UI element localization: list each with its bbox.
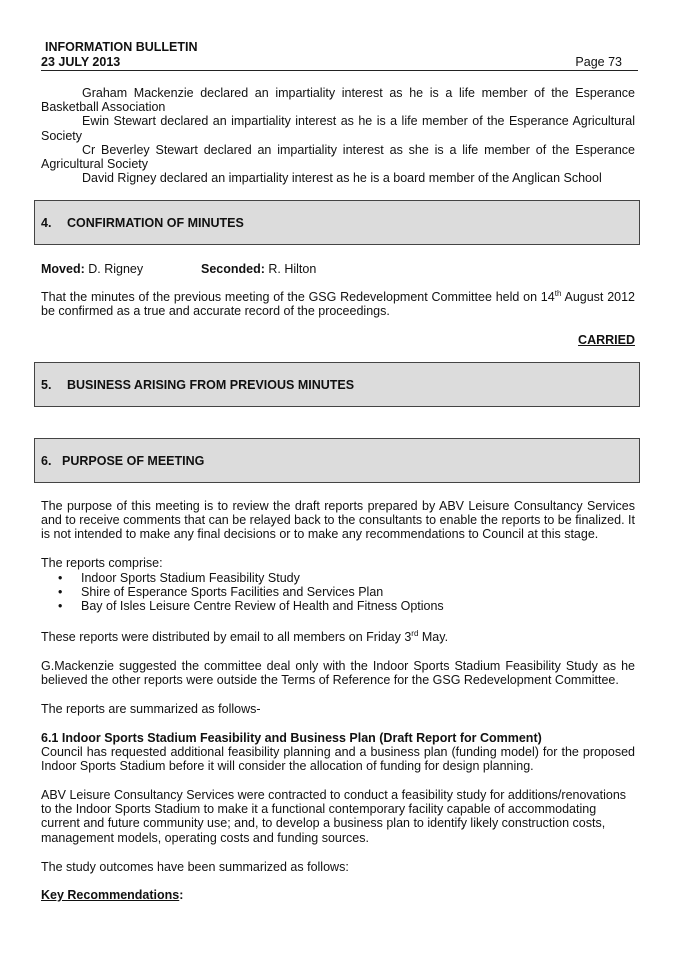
section-6-1-paragraph-3: The study outcomes have been summarized as follows: xyxy=(41,860,349,874)
seconded-value: R. Hilton xyxy=(264,262,317,276)
section-4-heading-box xyxy=(34,200,640,245)
declaration-item: Cr Beverley Stewart declared an impartiality interest as she is a life member of the Esperance Agricultural Society xyxy=(41,142,635,172)
distribution-part: These reports were distributed by email to all members on Friday 3 xyxy=(41,630,412,644)
key-recommendations-heading xyxy=(41,888,635,902)
carried-label: CARRIED xyxy=(578,333,635,347)
section-number: 4. xyxy=(41,216,52,230)
bulletin-title: INFORMATION BULLETIN xyxy=(45,40,198,54)
declaration-item: Ewin Stewart declared an impartiality interest as he is a life member of the Esperance Agricultural Society xyxy=(41,114,635,143)
report-name: Indoor Sports Stadium Feasibility Study xyxy=(81,571,300,585)
resolution-part: That the minutes of the previous meeting of the GSG Redevelopment Committee held on 14 xyxy=(41,290,555,304)
section-number: 5. xyxy=(41,378,52,392)
list-item xyxy=(41,599,635,613)
bullet-icon: • xyxy=(58,571,63,585)
section-5-heading xyxy=(41,378,354,392)
section-number: 6. xyxy=(41,454,52,468)
list-item xyxy=(41,585,635,599)
header-divider xyxy=(41,70,638,71)
resolution-superscript: th xyxy=(554,288,562,298)
summary-intro: The reports are summarized as follows- xyxy=(41,702,261,716)
mackenzie-suggestion: G.Mackenzie suggested the committee deal only with the Indoor Sports Stadium Feasibility Study as he believed the other reports were outside the Terms of Reference for the GSG Redevelopment Committee. xyxy=(41,659,635,688)
section-title: BUSINESS ARISING FROM PREVIOUS MINUTES xyxy=(67,378,355,392)
bullet-icon: • xyxy=(58,599,63,614)
seconded-label: Seconded: xyxy=(201,262,265,276)
declaration-item: Graham Mackenzie declared an impartiality interest as he is a life member of the Esperance Basketball Association xyxy=(41,86,635,115)
distribution-superscript: rd xyxy=(411,628,419,638)
reports-list xyxy=(41,571,635,614)
motion-line xyxy=(41,262,635,276)
reports-intro: The reports comprise: xyxy=(41,556,163,570)
moved-value: D. Rigney xyxy=(84,262,144,276)
purpose-paragraph: The purpose of this meeting is to review the draft reports prepared by ABV Leisure Consultancy Services and to receive comments that can be relayed back to the consultants to enable the reports to be finalized. It is not intended to make any final decisions or to make any recommendations to Council at this stage. xyxy=(41,499,635,542)
report-name: Bay of Isles Leisure Centre Review of Health and Fitness Options xyxy=(81,599,444,614)
section-6-1-paragraph-2: ABV Leisure Consultancy Services were contracted to conduct a feasibility study for additions/renovations to the Indoor Sports Stadium to make it a functional contemporary facility capable of accommodating current and future community use; and, to develop a business plan to identify likely construction costs, management models, operating costs and funding sources. xyxy=(41,788,627,845)
section-title: CONFIRMATION OF MINUTES xyxy=(67,216,244,230)
section-6-heading-box xyxy=(34,438,640,483)
section-6-1-paragraph-1: Council has requested additional feasibility planning and a business plan (funding model) for the proposed Indoor Sports Stadium before it will consider the allocation of funding for design planning. xyxy=(41,745,635,774)
section-6-heading xyxy=(41,454,204,468)
bulletin-date: 23 JULY 2013 xyxy=(41,55,121,69)
key-recommendations-label: Key Recommendations xyxy=(41,888,180,902)
declarations-block xyxy=(41,86,635,185)
key-recommendations-colon: : xyxy=(179,888,184,902)
report-name: Shire of Esperance Sports Facilities and Services Plan xyxy=(81,585,384,600)
declaration-item: David Rigney declared an impartiality interest as he is a board member of the Anglican School xyxy=(82,171,602,186)
list-item xyxy=(41,571,635,585)
resolution-part: August 2012 be confirmed as a true and accurate record of the proceedings. xyxy=(41,290,635,319)
page-number: Page 73 xyxy=(575,55,622,69)
distribution-part: May. xyxy=(418,630,449,644)
distribution-note xyxy=(41,630,635,644)
section-title: PURPOSE OF MEETING xyxy=(62,454,205,468)
moved-label: Moved: xyxy=(41,262,85,276)
section-5-heading-box xyxy=(34,362,640,407)
reports-list-block xyxy=(41,571,635,614)
section-6-1-heading: 6.1 Indoor Sports Stadium Feasibility and Business Plan (Draft Report for Comment) xyxy=(41,731,542,745)
bullet-icon: • xyxy=(58,585,63,600)
resolution-text xyxy=(41,290,635,318)
section-4-heading xyxy=(41,216,244,230)
